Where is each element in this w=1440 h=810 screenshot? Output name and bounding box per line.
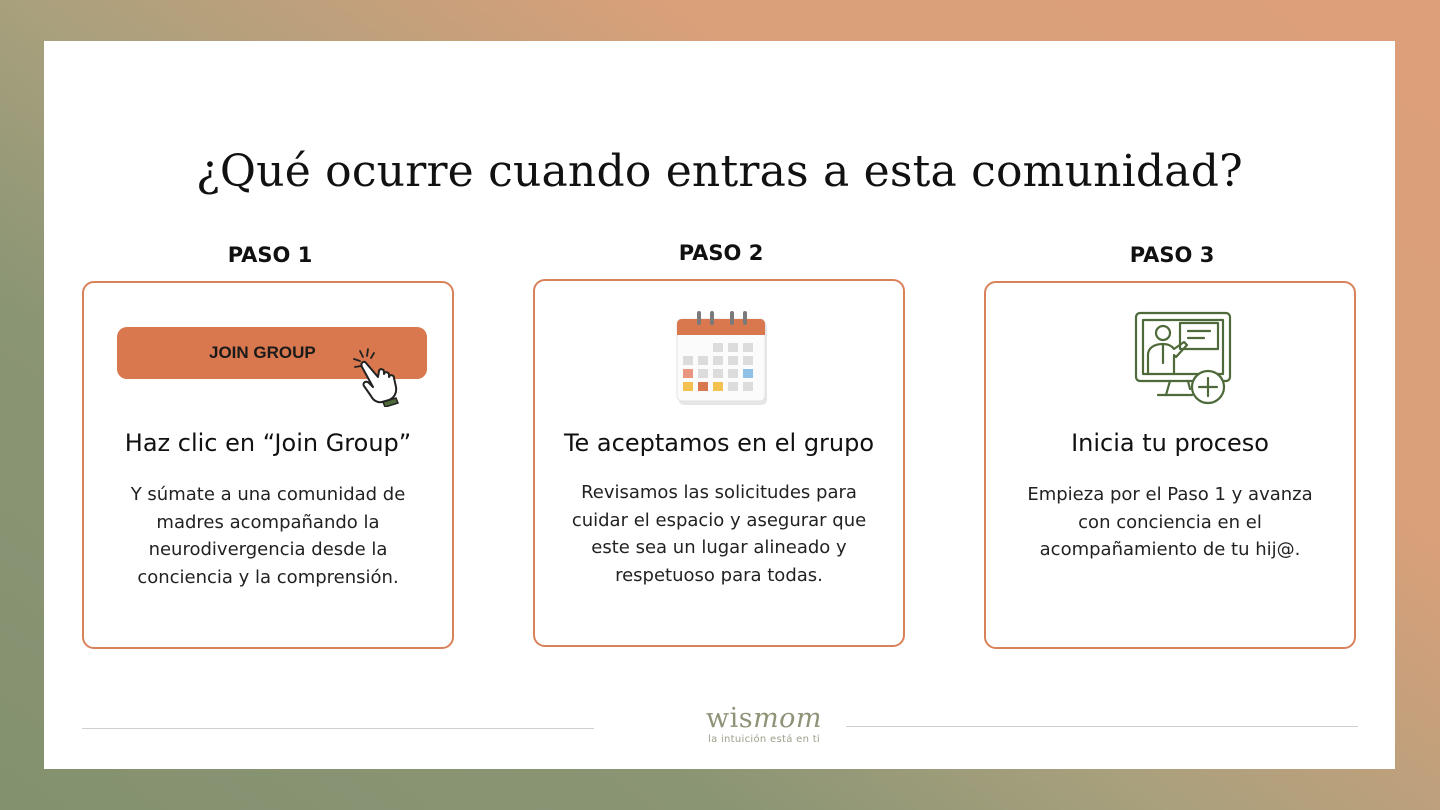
content-card — [44, 41, 1395, 769]
step-2-heading: Te aceptamos en el grupo — [563, 429, 875, 457]
brand-tagline: la intuición está en ti — [707, 734, 820, 745]
step-2-card — [533, 279, 905, 647]
step-1-description: Y súmate a una comunidad de madres acompañando la neurodivergencia desde la conciencia y la comprensión. — [130, 484, 406, 588]
step-1-label: PASO 1 — [227, 243, 313, 267]
brand-name-suffix: mom — [753, 703, 823, 734]
footer-divider-right — [846, 726, 1358, 727]
step-3-heading: Inicia tu proceso — [1071, 429, 1269, 457]
step-2-label: PASO 2 — [678, 241, 764, 265]
pointing-hand-click-icon — [352, 347, 412, 407]
online-teacher-monitor-plus-icon — [1132, 311, 1232, 407]
brand-logo — [644, 703, 884, 745]
brand-name-prefix: wis — [705, 703, 754, 734]
step-3-label: PASO 3 — [1129, 243, 1215, 267]
footer-divider-left — [82, 728, 594, 729]
step-1-heading: Haz clic en “Join Group” — [124, 429, 412, 457]
join-group-button[interactable]: JOIN GROUP — [117, 327, 427, 379]
step-2-description: Revisamos las solicitudes para cuidar el espacio y asegurar que este sea un lugar alineado y respetuoso para todas. — [571, 482, 867, 586]
step-1-card — [82, 281, 454, 649]
page-title: ¿Qué ocurre cuando entras a esta comunidad? — [196, 146, 1243, 197]
step-3-description: Empieza por el Paso 1 y avanza con conciencia en el acompañamiento de tu hij@. — [1027, 484, 1313, 560]
calendar-icon — [675, 311, 767, 405]
step-3-card — [984, 281, 1356, 649]
